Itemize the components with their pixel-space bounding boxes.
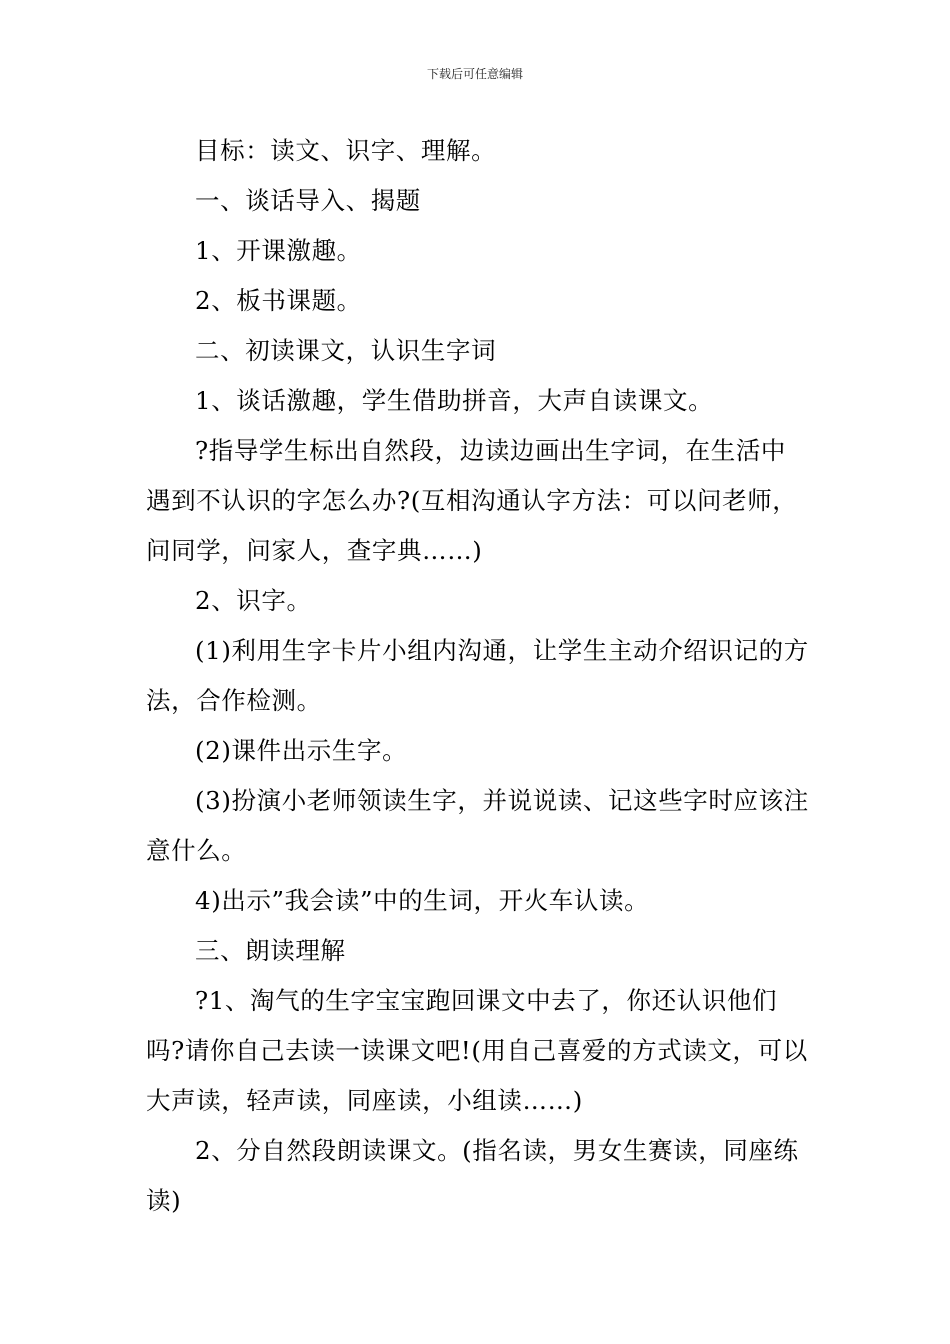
paragraph-goal: 目标：读文、识字、理解。 xyxy=(195,136,497,165)
paragraph-item: 4)出示”我会读”中的生词，开火车认读。 xyxy=(195,886,650,915)
section-heading-first-reading: 二、初读课文，认识生字词 xyxy=(195,336,497,365)
paragraph-item: 2、分自然段朗读课文。(指名读，男女生赛读，同座练读) xyxy=(146,1136,799,1215)
paragraph-item: ?1、淘气的生字宝宝跑回课文中去了，你还认识他们吗?请你自己去读一读课文吧!(用自己喜爱的方式读文，可以大声读，轻声读，同座读，小组读……) xyxy=(146,986,808,1115)
paragraph-item: (1)利用生字卡片小组内沟通，让学生主动介绍识记的方法，合作检测。 xyxy=(146,636,809,715)
paragraph-item: 2、板书课题。 xyxy=(195,286,362,315)
paragraph-item: 1、谈话激趣，学生借助拼音，大声自读课文。 xyxy=(195,386,714,415)
section-heading-intro: 一、谈话导入、揭题 xyxy=(195,186,421,215)
paragraph-item: (2)课件出示生字。 xyxy=(195,736,408,765)
paragraph-item: 1、开课激趣。 xyxy=(195,236,362,265)
paragraph-item: 2、识字。 xyxy=(195,586,312,615)
paragraph-item: ?指导学生标出自然段，边读边画出生字词，在生活中遇到不认识的字怎么办?(互相沟通认字方法：可以问老师，问同学，问家人，查字典……) xyxy=(146,436,798,565)
paragraph-item: (3)扮演小老师领读生字，并说说读、记这些字时应该注意什么。 xyxy=(146,786,809,865)
page-header: 下载后可任意编辑 xyxy=(426,67,523,81)
section-heading-reading: 三、朗读理解 xyxy=(195,936,346,965)
document-body xyxy=(146,126,810,1226)
